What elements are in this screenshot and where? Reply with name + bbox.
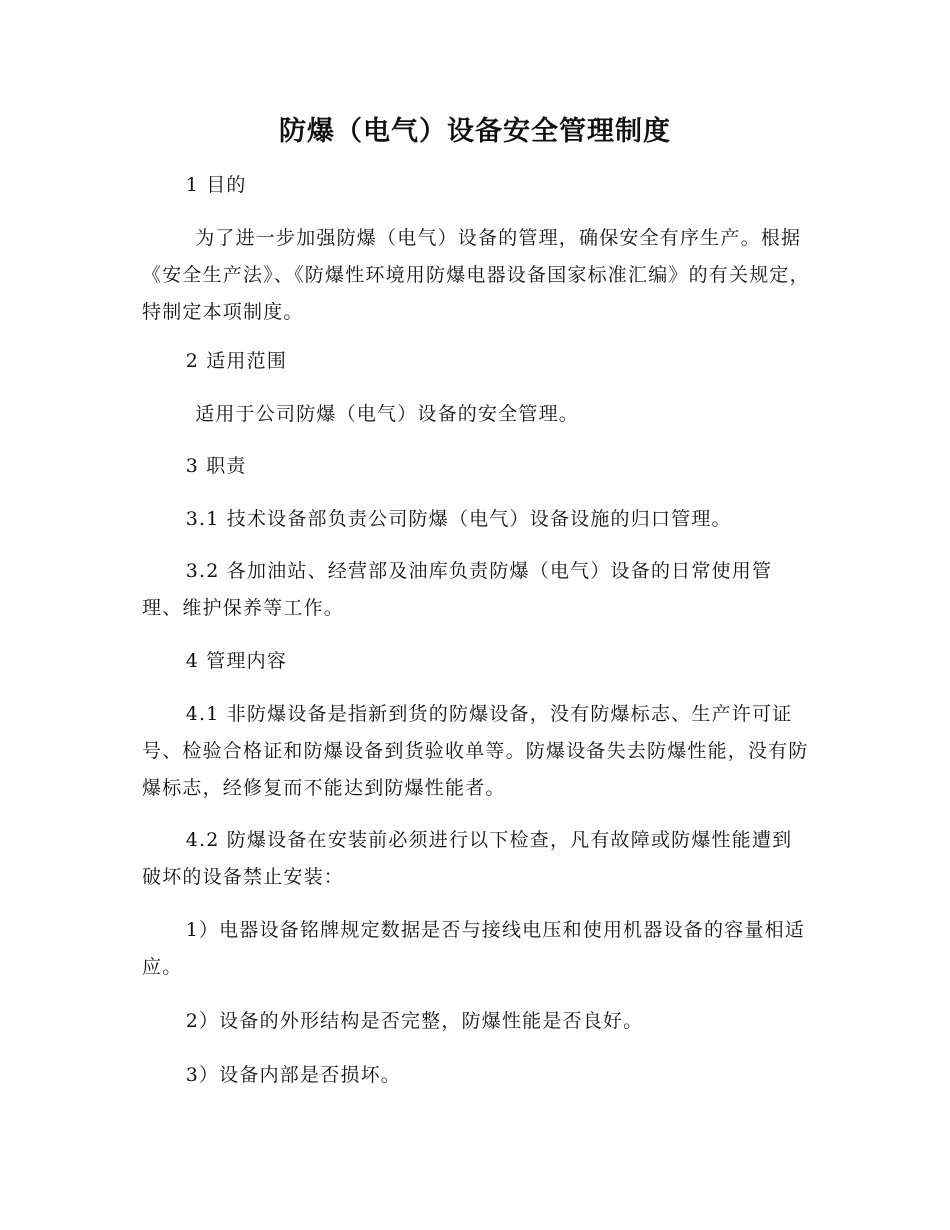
section-heading-purpose: 1 目的 <box>185 174 247 196</box>
list-item-3: 3）设备内部是否损坏。 <box>185 1064 401 1086</box>
section-heading-responsibilities: 3 职责 <box>185 455 247 477</box>
list-item-1: 1）电器设备铭牌规定数据是否与接线电压和使用机器设备的容量相适应。 <box>142 919 805 978</box>
section-heading-management: 4 管理内容 <box>185 650 288 672</box>
paragraph-purpose-body: 为了进一步加强防爆（电气）设备的管理，确保安全有序生产。根据《安全生产法》、《防爆性环境用防爆电器设备国家标准汇编》的有关规定，特制定本项制度。 <box>142 227 810 323</box>
document-title: 防爆（电气）设备安全管理制度 <box>279 116 671 147</box>
list-item-2: 2）设备的外形结构是否完整，防爆性能是否良好。 <box>185 1010 644 1032</box>
paragraph-4-2: 4.2 防爆设备在安装前必须进行以下检查，凡有故障或防爆性能遭到破坏的设备禁止安装： <box>142 829 793 888</box>
paragraph-4-1: 4.1 非防爆设备是指新到货的防爆设备，没有防爆标志、生产许可证号、检验合格证和防爆设备到货验收单等。防爆设备失去防爆性能，没有防爆标志，经修复而不能达到防爆性能者。 <box>142 703 809 799</box>
paragraph-3-2: 3.2 各加油站、经营部及油库负责防爆（电气）设备的日常使用管理、维护保养等工作。 <box>142 560 773 619</box>
section-heading-scope: 2 适用范围 <box>185 350 288 372</box>
paragraph-3-1: 3.1 技术设备部负责公司防爆（电气）设备设施的归口管理。 <box>185 508 732 530</box>
paragraph-scope-body: 适用于公司防爆（电气）设备的安全管理。 <box>195 403 579 425</box>
